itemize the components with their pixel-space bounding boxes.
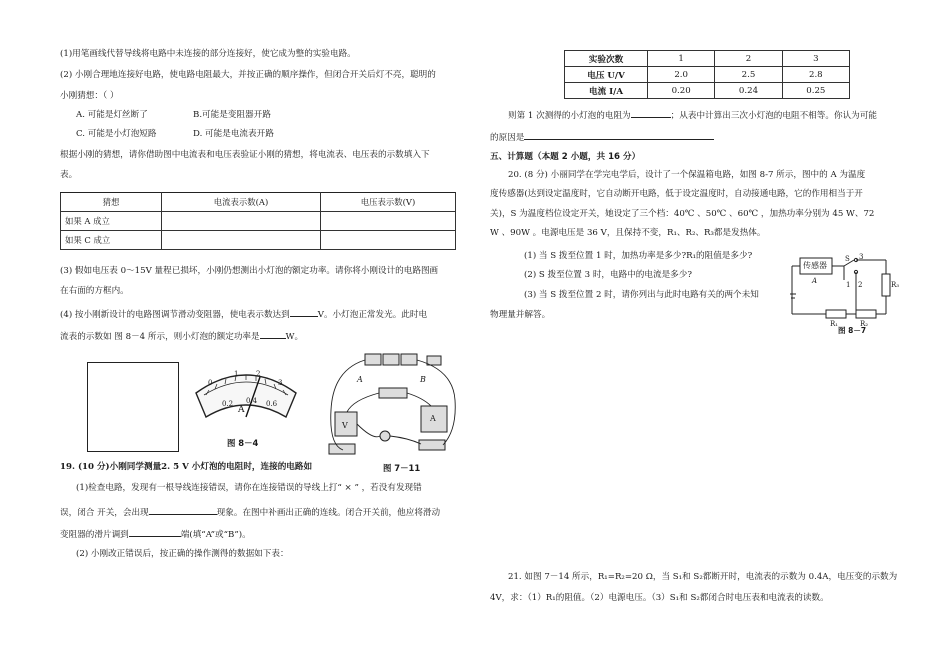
table-cell: 2.5 [715,67,782,83]
verify-text: 根据小刚的猜想，请你借助图中电流表和电压表验证小刚的猜想，将电流表、电压表的示数填入下 [60,150,430,160]
table-cell: 2.8 [782,67,849,83]
table-cell: 2 [715,51,782,67]
q4-text: (4) 按小刚新设计的电路图调节滑动变阻器，使电表示数达到 V。小灯泡正常发光。此时电 [60,307,427,321]
q19-part1: (1)检查电路，发现有一根导线连接错误，请你在连接错误的导线上打“ × ” ，若没有发现错 [76,483,422,493]
q21-text: 21. 如图 7－14 所示，R₁=R₂=20 Ω，当 S₁和 S₂都断开时，电流表的示数为 0.4A，电压变的示数为 [508,572,898,582]
q19-part2: (2) 小刚改正错误后，按正确的操作测得的数据如下表： [76,549,289,559]
tick-label: 1 [234,370,239,378]
q20-text-4: W 、90W 。电源电压是 36 V，且保持不变，R₁、R₂、R₃都是发热体。 [490,228,766,238]
option-b: B.可能是变阻器开路 [193,110,271,120]
q19-part1-3: 变阻器的滑片调到 端(填“A”或“B”)。 [60,527,251,541]
guess-prompt: 小刚猜想：（ ） [60,91,119,101]
answer-blank [631,108,671,118]
ammeter-label: A [430,414,436,423]
label-a: A [357,375,363,384]
section-title: 五、计算题（本题 2 小题，共 16 分） [490,152,641,162]
table-cell: 0.20 [648,83,715,99]
answer-blank [524,130,714,140]
table-cell: 电压 U/V [565,67,648,83]
table-cell [321,212,456,231]
figure-caption: 图 8－4 [227,438,259,448]
q3-text: (3) 假如电压表 0～15V 量程已损坏，小刚仍想测出小灯泡的额定功率。请你将小刚设计的电路图画 [60,266,439,276]
table-cell: 如果 A 成立 [61,212,162,231]
table-cell: 0.25 [782,83,849,99]
answer-blank [149,505,217,515]
table-cell: 3 [782,51,849,67]
q20-sub3: (3) 当 S 拨至位置 2 时，请你列出与此时电路有关的两个未知 [524,290,759,300]
q1-text: (1)用笔画线代替导线将电路中未连接的部分连接好，使它成为整的实验电路。 [60,49,356,59]
option-c: C. 可能是小灯泡短路 [76,129,157,139]
tick-label: 0.6 [266,400,278,408]
r1-label: R₁ [830,320,839,328]
table-header: 电流表示数(A) [162,193,321,212]
circuit-apparatus-figure [323,350,463,460]
option-a: A. 可能是灯丝断了 [76,110,148,120]
answer-blank [260,329,286,339]
q20-text: 20. (8 分) 小丽同学在学完电学后，设计了一个保温箱电路，如图 8-7 所示，图中的 A 为温度 [508,170,866,180]
ammeter-figure [190,365,302,435]
tick-label: 0.4 [246,397,258,405]
q20-text-3: 关)，S 为温度档位设定开关，她设定了三个档：40℃ 、50℃ 、60℃ ，加热功率分别为 45 W、72 [490,209,875,219]
table-cell: 1 [648,51,715,67]
r3-label: R₃ [891,281,900,289]
figure-caption: 图 7－11 [383,463,421,473]
q20-sub4: 物理量并解答。 [490,310,551,320]
meter-unit: A [238,405,245,415]
experiment-table [564,50,850,99]
table-header: 电压表示数(V) [321,193,456,212]
table-cell [162,231,321,250]
q21-text-2: 4V，求：（1）R₁的阻值。（2）电源电压。（3）S₁和 S₂都闭合时电压表和电流表的读数。 [490,593,829,603]
position-label: 2 [858,281,863,289]
guess-table [60,192,456,250]
q20-sub2: (2) S 拨至位置 3 时，电路中的电流是多少? [524,270,692,280]
table-cell: 电流 I/A [565,83,648,99]
table-cell: 2.0 [648,67,715,83]
q3-text-2: 在右面的方框内。 [60,286,129,296]
table-cell: 0.24 [715,83,782,99]
resistance-text: 则第 1 次测得的小灯泡的电阻为 ；从表中计算出三次小灯泡的电阻不相等。你认为可能 [508,108,877,122]
r2-label: R₂ [860,320,869,328]
table-header: 猜想 [61,193,162,212]
circuit-drawing-box [87,362,179,452]
tick-label: 0.2 [222,400,234,408]
label-b: B [420,375,426,384]
label-a: A [812,277,818,285]
q19-part1-2: 误，闭合 开关，会出现 现象。在图中补画出正确的连线。闭合开关前，他应将滑动 [60,505,440,519]
table-cell [321,231,456,250]
position-label: 3 [859,253,864,261]
tick-label: 0 [208,379,213,387]
table-cell: 如果 C 成立 [61,231,162,250]
sensor-label: 传感器 [803,261,827,270]
figure-caption: 图 8－7 [838,326,867,335]
switch-label: S [845,255,850,263]
q19-text: 19. (10 分)小刚同学测量2. 5 V 小灯泡的电阻时，连接的电路如 [60,462,313,472]
option-d: D. 可能是电流表开路 [193,129,274,139]
table-cell: 实验次数 [565,51,648,67]
verify-text-2: 表。 [60,170,78,180]
tick-label: 3 [278,379,283,387]
tick-label: 2 [256,370,261,378]
reason-text: 的原因是 [490,130,714,144]
q4-text-2: 流表的示数如 图 8－4 所示，则小灯泡的额定功率是 W。 [60,329,303,343]
position-label: 1 [846,281,851,289]
answer-blank [129,527,181,537]
q2-text: (2) 小刚合理地连接好电路，使电路电阻最大，并按正确的顺序操作，但闭合开关后灯不亮，聪明的 [60,70,436,80]
voltmeter-label: V [342,421,348,430]
answer-blank [290,307,318,317]
q20-sub1: (1) 当 S 拨至位置 1 时，加热功率是多少?R₁的阻值是多少? [524,251,753,261]
q20-text-2: 度传感器(达到设定温度时，它自动断开电路，低于设定温度时，自动接通电路，它的作用相当于开 [490,189,863,199]
table-cell [162,212,321,231]
